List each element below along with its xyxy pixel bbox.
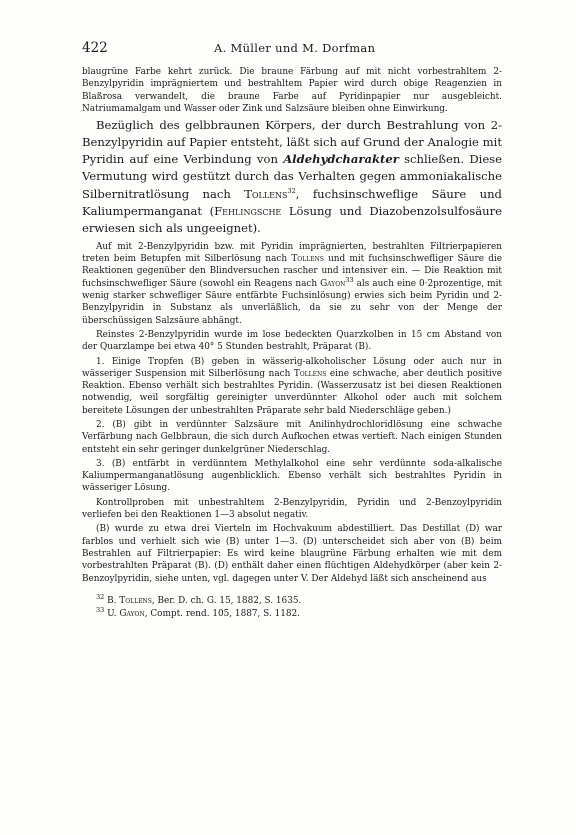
text-segment: 1. Einige Tropfen (B) geben in wässerig-alkoholischer Lösung oder auch nur in wässeriger Suspension mit Silberlösung nach	[82, 356, 502, 379]
paragraph-reaction-1	[82, 356, 502, 417]
text-segment: als auch eine 0·2prozentige, mit wenig starker schwefliger Säure entfärbte Fuchsinlösung) erwies sich beim Pyridin und 2-Benzylpyridin in Substanz als unverläßlich, da sie zu sehr von der Menge der überschüssigen Salzsäure abhängt.	[82, 278, 502, 326]
footnote-32	[96, 592, 502, 608]
footnote-ref: 32	[287, 186, 296, 195]
footnote-author: B. Tollens	[107, 595, 152, 606]
text-segment: Bezüglich des gelbbraunen Körpers, der durch Bestrahlung von 2-Benzylpyridin auf Papier entsteht, läßt sich auf Grund der Analogie mit Pyridin auf eine Verbindung von	[82, 118, 502, 167]
paragraph-reaction-2: 2. (B) gibt in verdünnter Salzsäure mit Anilinhydrochloridlösung eine schwache Verfärbung nach Gelbbraun, die sich durch Aufkochen etwas vertieft. Nach einigen Stunden entsteht ein sehr geringer dunkelgrüner Niederschlag.	[82, 420, 502, 455]
text-segment: eine schwache, aber deutlich positive Reaktion. Ebenso verhält sich bestrahltes Pyridin. (Wasserzusatz ist bei diesen Reaktionen notwendig, weil sorgfältig gereinigter unverdünnter Alkohol oder auch mit solchem bereitete Lösungen der unbestrahlten Präparate sehr bald Niederschläge geben.)	[82, 368, 503, 416]
page-number: 422	[82, 40, 108, 56]
paragraph-aldehyde-hypothesis	[82, 117, 502, 237]
paragraph-preparation: Reinstes 2-Benzylpyridin wurde im lose bedeckten Quarzkolben in 15 cm Abstand von der Quarzlampe bei etwa 40° 5 Stunden bestrahlt, Präparat (B).	[82, 329, 502, 353]
paragraph-reaction-3: 3. (B) entfärbt in verdünntem Methylalkohol eine sehr verdünnte soda-alkalische Kaliumpermanganatlösung augenblicklich. Ebenso verhält sich bestrahltes Pyridin in wässeriger Lösung.	[82, 458, 502, 494]
author-name: Fehlingsche	[214, 203, 282, 218]
text-segment: , fuchsinschweflige Säure und Kaliumpermanganat (	[82, 186, 502, 218]
footnote-33	[96, 605, 502, 621]
footnote-citation: , Compt. rend. 105, 1887, S. 1182.	[144, 608, 300, 619]
footnote-mark: 32	[96, 592, 105, 601]
page-header	[82, 40, 502, 56]
footnote-mark: 33	[96, 605, 105, 614]
author-name: Gayon	[320, 278, 346, 289]
paragraph-continued: blaugrüne Farbe kehrt zurück. Die braune Färbung auf mit nicht vorbestrahltem 2-Benzylpyridin imprägniertem und bestrahltem Papier wird durch obige Reagenzien in Blaßrosa verwandelt, die braune Farbe auf Pyridinpapier nur ausgebleicht. Natriumamalgam und Wasser oder Zink und Salzsäure bleiben ohne Einwirkung.	[82, 67, 502, 114]
paragraph-controls: Kontrollproben mit unbestrahltem 2-Benzylpyridin, Pyridin und 2-Benzoylpyridin verliefen bei den Reaktionen 1—3 absolut negativ.	[82, 497, 502, 521]
footnote-citation: , Ber. D. ch. G. 15, 1882, S. 1635.	[151, 595, 302, 606]
footnote-author: U. Gayon	[107, 608, 145, 619]
footnotes	[82, 592, 502, 621]
author-name: Tollens	[291, 254, 324, 265]
text-segment: Auf mit 2-Benzylpyridin bzw. mit Pyridin imprägnierten, bestrahlten Filtrierpapieren treten beim Betupfen mit Silberlösung nach	[82, 241, 502, 265]
author-name: Tollens	[293, 368, 327, 379]
text-segment: Lösung und Diazobenzolsulfosäure erwiesen sich als ungeeignet).	[82, 203, 503, 235]
emphasis-aldehydcharakter: Aldehydcharakter	[283, 152, 399, 167]
paragraph-filter-paper	[82, 241, 502, 327]
running-head: A. Müller und M. Dorfman	[214, 41, 376, 55]
footnote-ref: 33	[345, 275, 354, 284]
text-segment: und mit fuchsinschwefliger Säure die Reaktionen gegenüber den Blindversuchen rascher und intensiver ein. — Die Reaktion mit fuchsinschwefliger Säure (sowohl ein Reagens nach	[82, 254, 503, 289]
author-name: Tollens	[244, 186, 288, 201]
paragraph-distillation: (B) wurde zu etwa drei Vierteln im Hochvakuum abdestilliert. Das Destillat (D) war farblos und verhielt sich wie (B) unter 1—3. (D) unterscheidet sich aber von (B) beim Bestrahlen auf Filtrierpapier: Es wird keine blaugrüne Färbung erhalten wie mit dem vorbestrahlten Präparat (B). (D) enthält daher einen flüchtigen Aldehydkörper (aber kein 2-Benzoylpyridin, siehe unten, vgl. dagegen unter V. Der Aldehyd läßt sich anscheinend aus	[82, 524, 502, 584]
text-segment: schließen. Diese Vermutung wird gestützt durch das Verhalten gegen ammoniakalische Silbernitratlösung nach	[82, 152, 502, 201]
